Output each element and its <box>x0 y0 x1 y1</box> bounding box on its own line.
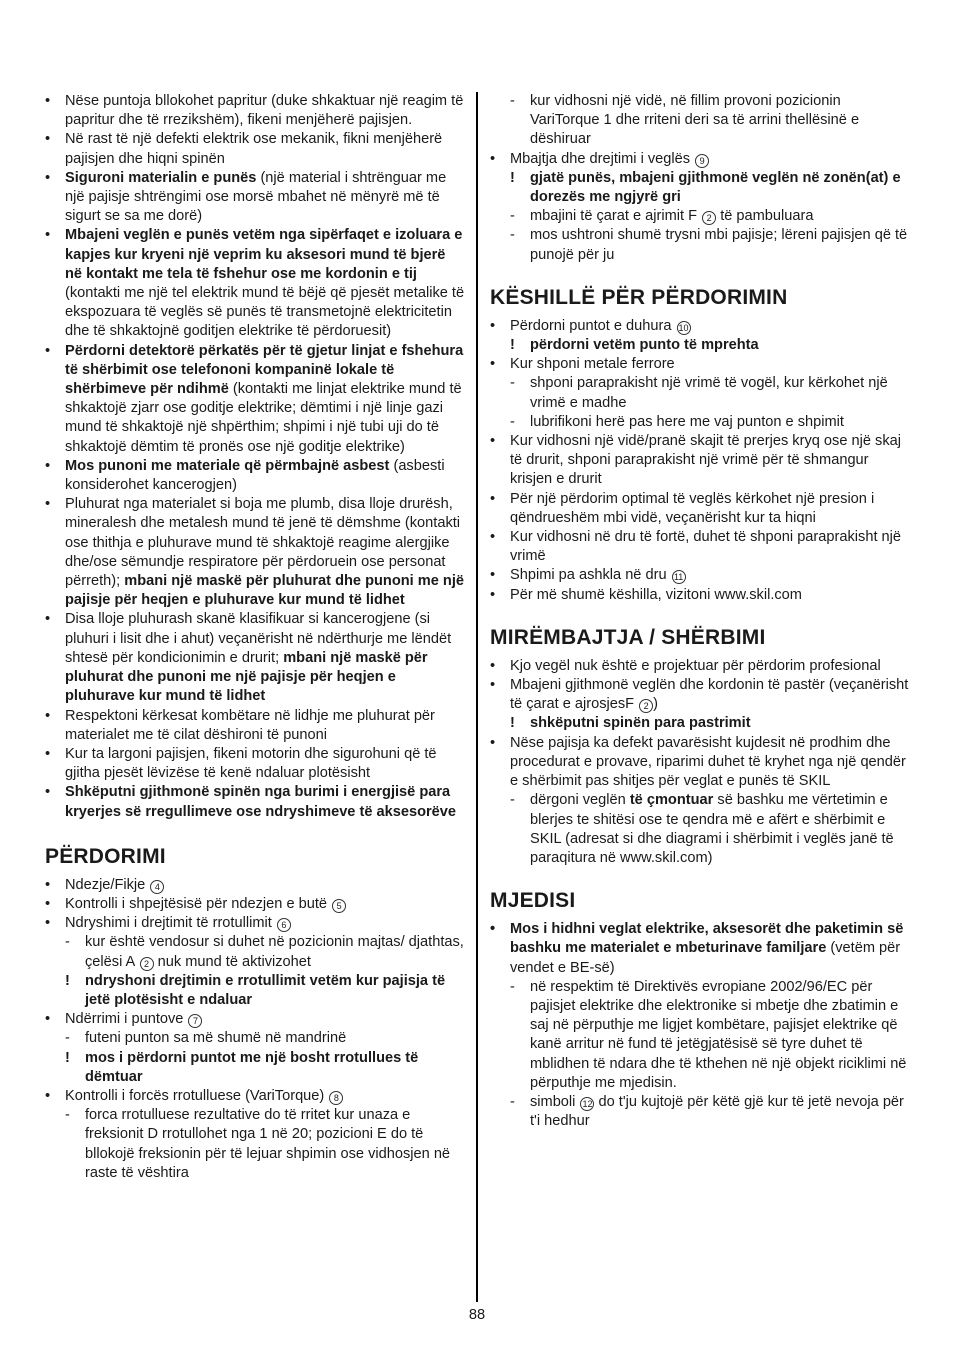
list-item: • Ndryshimi i drejtimit të rrotullimit 6 <box>45 914 465 933</box>
bullet: • <box>490 356 496 373</box>
list-item: • Mos i hidhni veglat elektrike, aksesorët dhe paketimin së bashku me materialet e mbeturinave familjare (vetëm për vendet e BE-së) <box>490 921 904 976</box>
list-item: • Përdorni detektorë përkatës për të gjetur linjat e fshehura të shërbimit ose telefononi kompaninë lokale të shërbimeve për ndihmë (kontakti me linjat elektrike mund të shkaktojë zjarr ose goditje elektrike; dëmtimi i një linje gazi mund të shkaktojë një shpërthim; shpimi i një tubi uji do të shkaktojë dëmtim të pronës ose një goditje elektrike) <box>45 342 464 455</box>
dash: - <box>510 978 515 995</box>
list-item: • Nëse pajisja ka defekt pavarësisht kujdesit në prodhim dhe procedurat e provave, riparimi duhet të kryhet nga një qendër e shërbimit pas shitjes për veglat e punës të SKIL <box>490 734 906 790</box>
list-item: • Kjo vegël nuk është e projektuar për përdorim profesional <box>490 657 912 676</box>
list-item: • Siguroni materialin e punës (një material i shtrënguar me një pajisje shtrëngimi ose morsë mbahet në mënyrë më të sigurt se sa me dorë) <box>45 169 447 225</box>
list-item: • Disa lloje pluhurash skanë klasifikuar si kancerogjene (si pluhuri i lisit dhe i ahut) veçanërisht në ndërthurje me lëndët shtesë për kondicionimin e drurit; mbani një maskë për pluhurat dhe punoni me një pajisje për heqjen e pluhurave kur mund të lidhet <box>45 611 452 705</box>
section-heading-tips: KËSHILLË PËR PËRDORIMIN <box>490 285 788 309</box>
dash: - <box>510 792 515 809</box>
list-item: • Mbajtja dhe drejtimi i veglës 9 <box>490 150 912 169</box>
figure-ref-number: 4 <box>150 880 164 894</box>
list-item: • Në rast të një defekti elektrik ose mekanik, fikni menjëherë pajisjen dhe hiqni spinën <box>45 131 443 167</box>
bullet: • <box>490 490 496 507</box>
list-item: • Kur vidhosni në dru të fortë, duhet të shponi paraprakisht një vrimë <box>490 529 902 565</box>
figure-ref-number: 11 <box>672 570 686 584</box>
dash: - <box>510 375 515 392</box>
warning-item: ! ndryshoni drejtimin e rrotullimit vetëm kur pajisja të jetë plotësisht e ndaluar <box>65 972 446 1008</box>
list-item: • Nëse puntoja bllokohet papritur (duke shkaktuar një reagim të papritur dhe të rrezikshëm), fikeni menjëherë pajisjen. <box>45 93 464 129</box>
dash: - <box>510 93 515 109</box>
bullet: • <box>45 342 51 359</box>
bullet: • <box>490 150 496 167</box>
figure-ref-number: 10 <box>678 322 689 333</box>
sub-item: - mbajini të çarat e ajrimit F 2 të pambuluara <box>490 207 912 226</box>
figure-ref-number: 8 <box>329 1091 343 1105</box>
sub-item: - kur vidhosni një vidë, në fillim provoni pozicionin VariTorque 1 dhe rriteni deri sa të arrini thellësinë e dëshiruar <box>510 93 860 148</box>
figure-ref-number: 2 <box>140 957 154 971</box>
bullet: • <box>490 657 496 674</box>
sub-item: - futeni punton sa më shumë në mandrinë <box>45 1029 465 1048</box>
bullet: • <box>490 586 496 603</box>
bullet: • <box>490 567 496 584</box>
figure-ref-number: 12 <box>582 1098 593 1109</box>
sub-item: - dërgoni veglën të çmontuar së bashku me vërtetimin e blerjes te shitësi ose te qendra më e afërt e shërbimit e SKIL (adresat si dhe diagrami i shërbimit i veglës janë të paraqitura në www.skil.com) <box>510 792 894 866</box>
warning-item: ! përdorni vetëm punto të mprehta <box>490 336 912 355</box>
list-item: • Mbajeni veglën e punës vetëm nga sipërfaqet e izoluara e kapjes kur kryeni një veprim ku aksesori mund të bjerë në kontakt me tela të fshehur ose me kordonin e tij (kontakti me një tel elektrik mund të bëjë që pjesët metalike të ekspozuara të veglës së punës të transmetojnë elektricitetin dhe të shkaktojnë goditjen elektrike të përdoruesit) <box>45 227 465 340</box>
warning-mark: ! <box>65 1049 70 1066</box>
list-item: • Për më shumë këshilla, vizitoni www.skil.com <box>490 586 912 605</box>
bullet: • <box>490 677 496 694</box>
sub-item: - simboli 12 do t'ju kujtojë për këtë gjë kur të jetë nevoja për t'i hedhur <box>510 1093 904 1130</box>
figure-ref-number: 2 <box>702 211 716 225</box>
page-number: 88 <box>468 1307 486 1323</box>
right-column <box>490 92 912 1131</box>
bullet: • <box>490 433 496 450</box>
sub-item: - lubrifikoni herë pas here me vaj punton e shpimit <box>490 413 912 432</box>
sub-item: - shponi paraprakisht një vrimë të vogël, kur kërkohet një vrimë e madhe <box>510 375 888 411</box>
warning-mark: ! <box>510 169 515 186</box>
sub-item: - mos ushtroni shumë trysni mbi pajisje; lëreni pajisjen që të punojë për ju <box>510 227 908 263</box>
dash: - <box>510 227 515 244</box>
warning-mark: ! <box>510 337 515 354</box>
bullet: • <box>490 921 496 938</box>
bullet: • <box>45 131 51 148</box>
dash: - <box>510 1093 515 1110</box>
bullet: • <box>45 496 51 513</box>
dash: - <box>510 413 515 430</box>
section-heading-environment: MJEDISI <box>490 889 576 913</box>
figure-ref-number: 2 <box>639 699 653 713</box>
warning-mark: ! <box>510 715 515 732</box>
list-item: • Kur shponi metale ferrore <box>490 355 912 374</box>
bullet: • <box>45 169 51 186</box>
warning-mark: ! <box>65 972 70 989</box>
bullet: • <box>45 1087 51 1104</box>
bullet: • <box>45 895 51 912</box>
list-item: • Ndezje/Fikje 4 <box>45 876 465 895</box>
bullet: • <box>45 876 51 893</box>
bullet: • <box>45 707 51 724</box>
figure-ref-number: 5 <box>332 899 346 913</box>
list-item: • Respektoni kërkesat kombëtare në lidhje me pluhurat për materialet me të cilat dëshironi të punoni <box>45 707 435 743</box>
bullet: • <box>45 93 51 109</box>
bullet: • <box>45 227 51 244</box>
list-item: • Për një përdorim optimal të veglës kërkohet një presion i qëndrueshëm mbi vidë, veçanërisht kur ta hiqni <box>490 490 875 526</box>
list-item: • Pluhurat nga materialet si boja me plumb, disa lloje drurësh, mineralesh dhe metalesh mund të jenë të dëmshme (kontakti ose thithja e pluhurave mund të shkaktojë reagime alergjike dhe/ose sëmundje respiratore për përdoruein ose personat përreth); mbani një maskë për pluhurat dhe punoni me një pajisje për heqjen e pluhurave kur mund të lidhet <box>45 496 464 609</box>
list-item: • Ndërrimi i puntove 7 <box>45 1010 465 1029</box>
list-item: • Kontrolli i forcës rrotulluese (VariTorque) 8 <box>45 1087 465 1106</box>
list-item: • Mbajeni gjithmonë veglën dhe kordonin të pastër (veçanërisht të çarat e ajrosjesF 2 ) <box>490 677 909 713</box>
section-heading-maintenance: MIRËMBAJTJA / SHËRBIMI <box>490 625 766 649</box>
column-divider <box>476 92 478 1302</box>
list-item: • Shpimi pa ashkla në dru 11 <box>490 566 912 585</box>
list-item: • Kontrolli i shpejtësisë për ndezjen e butë 5 <box>45 895 465 914</box>
warning-item: ! shkëputni spinën para pastrimit <box>490 714 912 733</box>
bullet: • <box>45 745 51 762</box>
dash: - <box>65 1107 70 1124</box>
bullet: • <box>45 1011 51 1028</box>
bullet: • <box>490 734 496 751</box>
dash: - <box>510 208 515 225</box>
bullet: • <box>490 529 496 546</box>
figure-ref-number: 6 <box>277 918 291 932</box>
bullet: • <box>45 915 51 932</box>
warning-item: ! gjatë punës, mbajeni gjithmonë veglën në zonën(at) e dorezës me ngjyrë gri <box>510 169 901 206</box>
list-item: • Shkëputni gjithmonë spinën nga burimi i energjisë para kryerjes së rregullimeve ose ndryshimeve të aksesorëve <box>45 784 457 820</box>
left-column <box>45 92 465 1183</box>
figure-ref-number: 9 <box>695 154 709 168</box>
bullet: • <box>45 784 51 801</box>
figure-ref-number: 7 <box>188 1014 202 1028</box>
sub-item: - në respektim të Direktivës evropiane 2002/96/EC për pajisjet elektrike dhe elektronike si mbetje dhe zbatimin e saj në përputhje me ligjet kombëtare, pajisjet elektrike që kanë arritur në fund të jetëgjatësisë së tyre duhet të mblidhen të ndara dhe të kthehen në një objekt riciklimi në përputhje me mjedisin. <box>510 978 907 1091</box>
dash: - <box>65 1030 70 1047</box>
section-heading-use: PËRDORIMI <box>45 844 166 868</box>
bullet: • <box>45 457 51 474</box>
list-item: • Mos punoni me materiale që përmbajnë asbest (asbesti konsiderohet kancerogjen) <box>45 457 445 494</box>
dash: - <box>65 934 70 951</box>
list-item: • Kur vidhosni një vidë/pranë skajit të prerjes kryq ose një skaj të drurit, shponi paraprakisht një vrimë për të shmangur krisjen e drurit <box>490 433 901 488</box>
sub-item: - kur është vendosur si duhet në pozicionin majtas/ djathtas, çelësi A 2 nuk mund të aktivizohet <box>65 934 464 970</box>
bullet: • <box>490 317 496 334</box>
list-item: • Kur ta largoni pajisjen, fikeni motorin dhe sigurohuni që të gjitha pjesët lëvizëse të kenë ndaluar plotësisht <box>45 745 437 782</box>
sub-item: - forca rrotulluese rezultative do të rritet kur unaza e freksionit D rrotullohet nga 1 në 20; pozicioni E do të bllokojë freksionin për të lejuar shpimin ose vidhosjen në raste të vështira <box>65 1107 451 1181</box>
warning-item: ! mos i përdorni puntot me një bosht rrotullues të dëmtuar <box>65 1049 419 1085</box>
bullet: • <box>45 611 51 628</box>
list-item: • Përdorni puntot e duhura 10 <box>490 317 912 336</box>
